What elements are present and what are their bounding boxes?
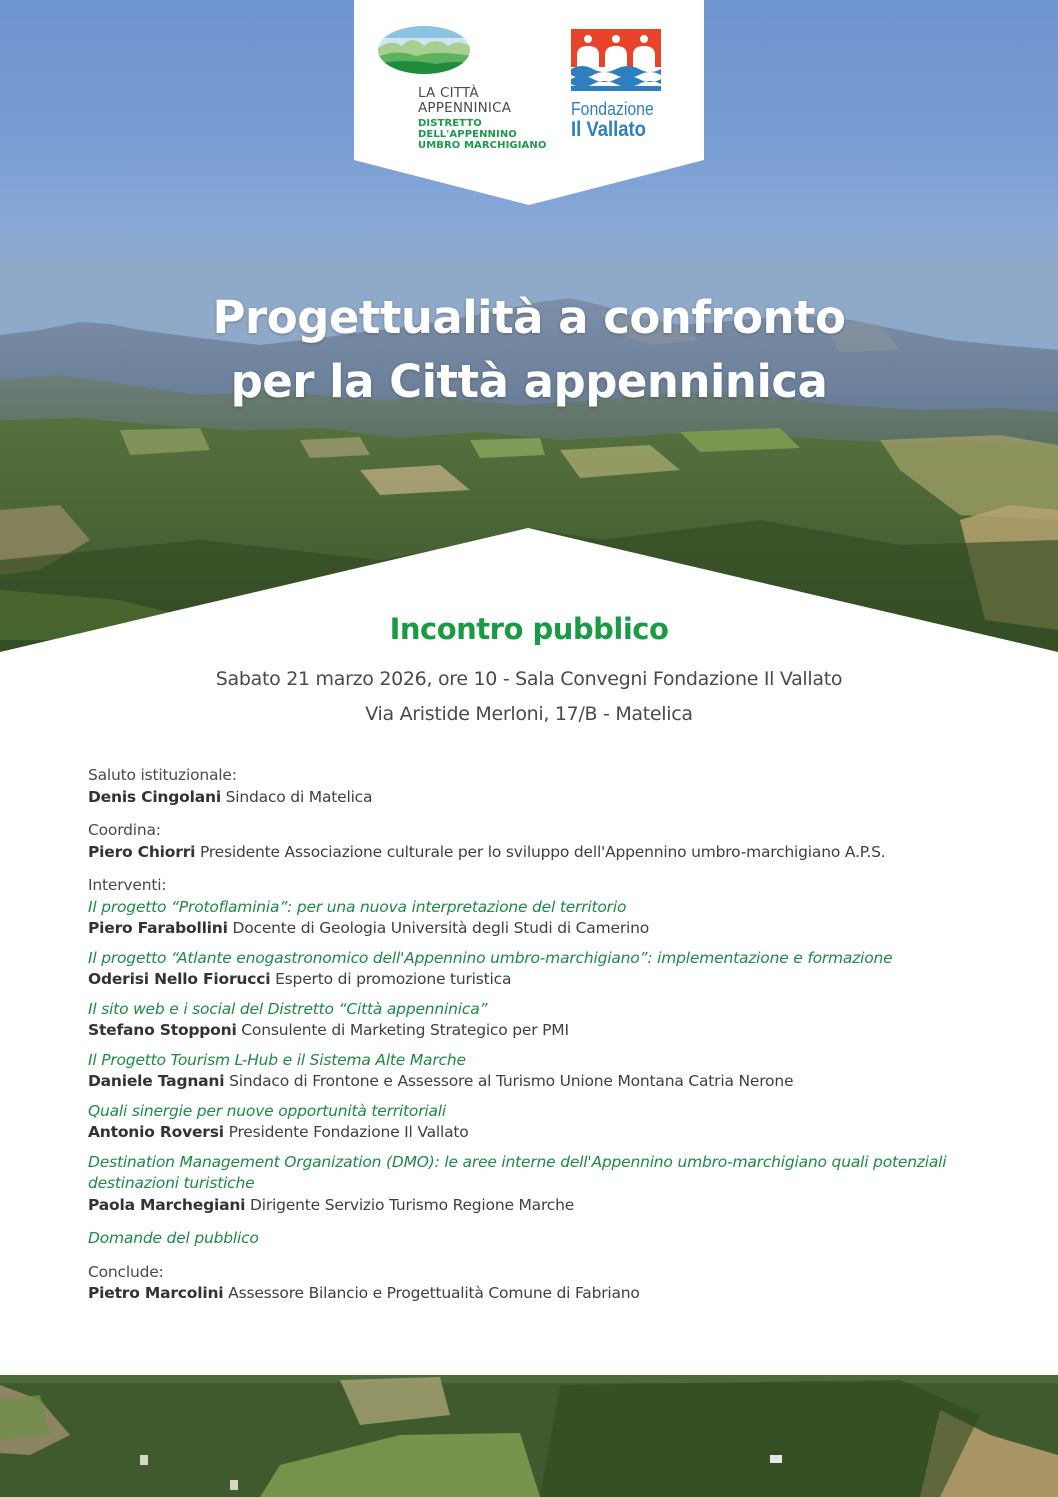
mountains-oval-logo-icon: [376, 24, 472, 76]
la-citta-sub-line2: DELL'APPENNINO: [418, 129, 517, 140]
footer-landscape-illustration: [0, 1375, 1058, 1497]
closing-block: [88, 1262, 988, 1305]
speaker-role: Dirigente Servizio Turismo Regione Marche: [245, 1195, 575, 1214]
talk-speaker: [88, 1071, 988, 1093]
speaker-role: Presidente Associazione culturale per lo sviluppo dell'Appennino umbro-marchigiano A.P.S.: [195, 842, 886, 861]
speaker-role: Sindaco di Frontone e Assessore al Turismo Unione Montana Catria Nerone: [224, 1072, 794, 1090]
talk-title: Quali sinergie per nuove opportunità territoriali: [88, 1101, 446, 1120]
vallato-line1: Fondazione: [571, 99, 654, 119]
speaker-name: Piero Farabollini: [88, 919, 228, 937]
speaker-role: Consulente di Marketing Strategico per PMI: [236, 1021, 569, 1039]
speaker-role: Esperto di promozione turistica: [270, 970, 512, 988]
talk-title: Il progetto “Protoflaminia”: per una nuova interpretazione del territorio: [88, 897, 627, 916]
questions-item: Domande del pubblico: [88, 1229, 259, 1247]
la-citta-title-line2: APPENNINICA: [418, 100, 512, 116]
footer-photo: [0, 1375, 1058, 1497]
welcome-block: [88, 765, 988, 808]
title-line2: per la Città appenninica: [230, 355, 828, 408]
talk-speaker: [88, 1122, 988, 1144]
talk-item: [88, 1050, 988, 1093]
speaker-role: Presidente Fondazione Il Vallato: [223, 1123, 469, 1141]
speaker-name: Paola Marchegiani: [88, 1195, 246, 1214]
event-type-heading: Incontro pubblico: [389, 612, 669, 646]
speaker-name: Stefano Stopponi: [88, 1021, 237, 1039]
talk-item: [88, 1101, 988, 1144]
questions-block: [88, 1228, 988, 1250]
talk-title: Il Progetto Tourism L-Hub e il Sistema Alte Marche: [88, 1050, 466, 1069]
bridge-waves-logo-icon: [571, 29, 661, 91]
page-title: [0, 286, 1058, 414]
talk-item: [88, 1152, 988, 1217]
talk-speaker: [88, 969, 988, 991]
vallato-line2: Il Vallato: [571, 118, 646, 141]
coordinator-speaker: [88, 842, 988, 864]
talk-speaker: [88, 1020, 988, 1042]
talk-title: Destination Management Organization (DMO): le aree interne dell'Appennino umbro-marchigiano quali potenziali destinazioni turistiche: [88, 1152, 947, 1192]
coordinator-block: [88, 820, 988, 863]
closing-label: Conclude:: [88, 1262, 164, 1281]
la-citta-appenninica-logo: [376, 24, 551, 151]
speaker-role: Docente di Geologia Università degli Studi di Camerino: [227, 919, 650, 937]
speaker-role: Assessore Bilancio e Progettualità Comune di Fabriano: [223, 1284, 640, 1302]
talks-label: Interventi:: [88, 876, 167, 894]
talk-item: [88, 999, 988, 1042]
coordinator-label: Coordina:: [88, 821, 161, 839]
talk-speaker: [88, 1195, 988, 1217]
welcome-speaker: [88, 787, 988, 809]
la-citta-sub-line1: DISTRETTO: [418, 118, 482, 129]
program-list: [88, 765, 988, 1313]
closing-speaker: [88, 1283, 988, 1305]
talk-title: Il sito web e i social del Distretto “Città appenninica”: [88, 999, 488, 1018]
la-citta-sub-line3: UMBRO MARCHIGIANO: [418, 140, 547, 151]
fondazione-il-vallato-logo: [571, 29, 666, 141]
speaker-role: Sindaco di Matelica: [220, 787, 373, 806]
speaker-name: Daniele Tagnani: [88, 1072, 225, 1090]
title-line1: Progettualità a confronto: [212, 291, 846, 344]
la-citta-title: [418, 86, 551, 116]
speaker-name: Piero Chiorri: [88, 842, 196, 861]
talk-speaker: [88, 918, 988, 940]
la-citta-title-line1: LA CITTÀ: [418, 85, 479, 101]
talk-title: Il progetto “Atlante enogastronomico dell'Appennino umbro-marchigiano”: implementazione e formazione: [88, 948, 893, 967]
talk-item: [88, 948, 988, 991]
speaker-name: Pietro Marcolini: [88, 1284, 224, 1302]
welcome-label: Saluto istituzionale:: [88, 766, 237, 784]
speaker-name: Antonio Roversi: [88, 1123, 224, 1141]
la-citta-subtitle: [418, 118, 551, 151]
event-date-venue: Sabato 21 marzo 2026, ore 10 - Sala Convegni Fondazione Il Vallato: [215, 668, 843, 690]
event-address: Via Aristide Merloni, 17/B - Matelica: [365, 703, 693, 725]
speaker-name: Oderisi Nello Fiorucci: [88, 970, 271, 988]
talk-item: [88, 897, 988, 940]
speaker-name: Denis Cingolani: [88, 787, 221, 806]
